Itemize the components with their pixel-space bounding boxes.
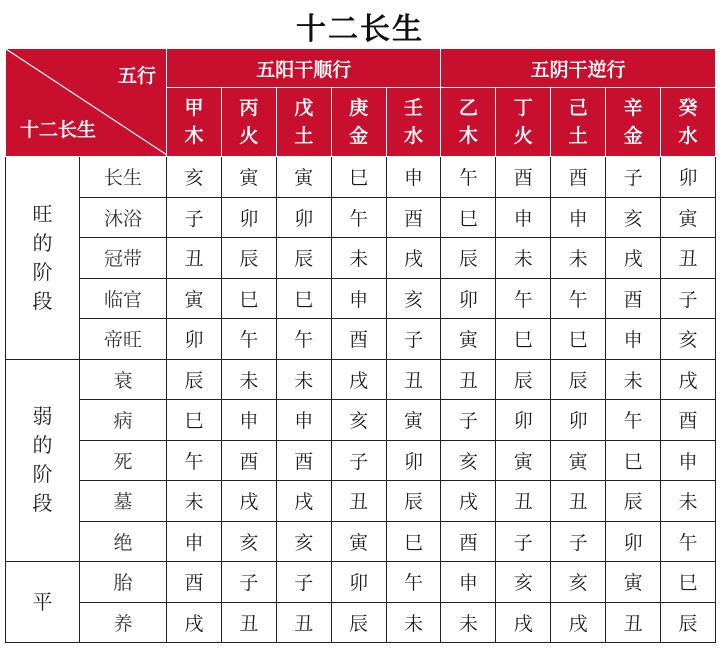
branch-cell: 申	[551, 197, 606, 238]
table-row	[6, 157, 716, 198]
stem-header	[276, 88, 331, 157]
table-row	[6, 440, 716, 481]
branch-cell: 未	[386, 602, 441, 643]
phase-char: 的	[32, 230, 53, 255]
stem-header	[441, 88, 496, 157]
stem-char: 壬	[404, 97, 424, 119]
branch-cell: 巳	[167, 400, 222, 441]
branch-cell: 戌	[551, 602, 606, 643]
phase-group-cell	[6, 562, 80, 643]
stage-label: 沐浴	[80, 197, 167, 238]
branch-cell: 辰	[386, 481, 441, 522]
stem-header	[221, 88, 276, 157]
branch-cell: 申	[276, 400, 331, 441]
branch-cell: 子	[167, 197, 222, 238]
stem-char: 庚	[349, 97, 369, 119]
branch-cell: 戌	[276, 481, 331, 522]
branch-cell: 亥	[331, 400, 386, 441]
branch-cell: 申	[661, 440, 716, 481]
branch-cell: 午	[386, 562, 441, 603]
branch-cell: 亥	[606, 197, 661, 238]
branch-cell: 卯	[167, 319, 222, 360]
branch-cell: 戌	[661, 359, 716, 400]
stage-label: 死	[80, 440, 167, 481]
branch-cell: 未	[441, 602, 496, 643]
branch-cell: 亥	[221, 521, 276, 562]
stage-label: 帝旺	[80, 319, 167, 360]
branch-cell: 戌	[496, 602, 551, 643]
branch-cell: 亥	[276, 521, 331, 562]
yin-stems-group-header: 五阴干逆行	[441, 49, 715, 88]
stage-label: 衰	[80, 359, 167, 400]
branch-cell: 寅	[167, 278, 222, 319]
stage-label: 胎	[80, 562, 167, 603]
stage-label: 冠带	[80, 238, 167, 279]
table-row	[6, 400, 716, 441]
branch-cell: 申	[441, 562, 496, 603]
table-row	[6, 481, 716, 522]
stem-char: 乙	[458, 97, 478, 119]
changsheng-label: 十二长生	[20, 119, 97, 141]
branch-cell: 未	[167, 481, 222, 522]
stem-header	[551, 88, 606, 157]
phase-char: 旺	[32, 201, 53, 226]
branch-cell: 午	[221, 319, 276, 360]
branch-cell: 酉	[496, 157, 551, 198]
branch-cell: 酉	[661, 400, 716, 441]
stem-char: 丙	[239, 97, 259, 119]
branch-cell: 丑	[496, 481, 551, 522]
branch-cell: 辰	[221, 238, 276, 279]
stage-label: 养	[80, 602, 167, 643]
element-char: 火	[513, 125, 533, 147]
phase-char: 段	[32, 288, 53, 313]
branch-cell: 辰	[167, 359, 222, 400]
branch-cell: 辰	[496, 359, 551, 400]
branch-cell: 午	[496, 278, 551, 319]
branch-cell: 寅	[276, 157, 331, 198]
branch-cell: 午	[167, 440, 222, 481]
branch-cell: 卯	[276, 197, 331, 238]
branch-cell: 辰	[551, 359, 606, 400]
branch-cell: 丑	[551, 481, 606, 522]
branch-cell: 巳	[221, 278, 276, 319]
branch-cell: 戌	[167, 602, 222, 643]
branch-cell: 申	[167, 521, 222, 562]
stem-header	[496, 88, 551, 157]
branch-cell: 酉	[441, 521, 496, 562]
branch-cell: 丑	[331, 481, 386, 522]
stem-char: 癸	[678, 97, 698, 119]
corner-header-cell	[6, 49, 167, 157]
branch-cell: 巳	[441, 197, 496, 238]
wuxing-label: 五行	[117, 65, 156, 87]
branch-cell: 辰	[606, 481, 661, 522]
branch-cell: 卯	[496, 400, 551, 441]
stem-char: 甲	[184, 97, 204, 119]
branch-cell: 未	[331, 238, 386, 279]
branch-cell: 子	[661, 278, 716, 319]
table-row	[6, 602, 716, 643]
branch-cell: 未	[496, 238, 551, 279]
branch-cell: 酉	[386, 197, 441, 238]
branch-cell: 丑	[661, 238, 716, 279]
stem-header	[386, 88, 441, 157]
branch-cell: 辰	[331, 602, 386, 643]
element-char: 水	[678, 125, 698, 147]
branch-cell: 午	[551, 278, 606, 319]
branch-cell: 申	[331, 278, 386, 319]
branch-cell: 丑	[386, 359, 441, 400]
branch-cell: 寅	[496, 440, 551, 481]
branch-cell: 亥	[496, 562, 551, 603]
element-char: 木	[458, 125, 478, 147]
branch-cell: 亥	[661, 319, 716, 360]
stage-label: 绝	[80, 521, 167, 562]
table-row	[6, 278, 716, 319]
branch-cell: 戌	[331, 359, 386, 400]
branch-cell: 未	[606, 359, 661, 400]
branch-cell: 子	[221, 562, 276, 603]
branch-cell: 酉	[167, 562, 222, 603]
branch-cell: 午	[331, 197, 386, 238]
branch-cell: 卯	[221, 197, 276, 238]
branch-cell: 丑	[441, 359, 496, 400]
branch-cell: 卯	[551, 400, 606, 441]
branch-cell: 辰	[276, 238, 331, 279]
branch-cell: 亥	[441, 440, 496, 481]
branch-cell: 申	[221, 400, 276, 441]
branch-cell: 寅	[551, 440, 606, 481]
branch-cell: 巳	[661, 562, 716, 603]
stem-header	[331, 88, 386, 157]
branch-cell: 子	[386, 319, 441, 360]
table-row	[6, 319, 716, 360]
branch-cell: 午	[606, 400, 661, 441]
phase-char: 平	[32, 589, 53, 614]
table-row	[6, 238, 716, 279]
branch-cell: 午	[441, 157, 496, 198]
table-row	[6, 521, 716, 562]
branch-cell: 子	[276, 562, 331, 603]
branch-cell: 亥	[167, 157, 222, 198]
table-row	[6, 359, 716, 400]
table-body	[6, 157, 716, 643]
branch-cell: 未	[221, 359, 276, 400]
branch-cell: 巳	[276, 278, 331, 319]
branch-cell: 戌	[386, 238, 441, 279]
phase-char: 阶	[32, 259, 53, 284]
stem-header	[167, 88, 222, 157]
branch-cell: 未	[661, 481, 716, 522]
branch-cell: 卯	[331, 562, 386, 603]
page-title: 十二长生	[296, 12, 424, 47]
branch-cell: 子	[331, 440, 386, 481]
branch-cell: 午	[661, 521, 716, 562]
branch-cell: 戌	[221, 481, 276, 522]
phase-group-cell	[6, 157, 80, 360]
branch-cell: 寅	[661, 197, 716, 238]
branch-cell: 子	[441, 400, 496, 441]
branch-cell: 酉	[221, 440, 276, 481]
branch-cell: 申	[496, 197, 551, 238]
stem-char: 己	[568, 97, 588, 119]
stem-char: 丁	[513, 97, 533, 119]
branch-cell: 辰	[661, 602, 716, 643]
branch-cell: 寅	[331, 521, 386, 562]
branch-cell: 卯	[386, 440, 441, 481]
branch-cell: 寅	[221, 157, 276, 198]
branch-cell: 辰	[441, 238, 496, 279]
branch-cell: 戌	[606, 238, 661, 279]
branch-cell: 酉	[551, 157, 606, 198]
branch-cell: 巳	[331, 157, 386, 198]
stage-label: 墓	[80, 481, 167, 522]
element-char: 木	[184, 125, 204, 147]
branch-cell: 子	[496, 521, 551, 562]
branch-cell: 巳	[496, 319, 551, 360]
element-char: 水	[404, 125, 424, 147]
branch-cell: 寅	[606, 562, 661, 603]
branch-cell: 丑	[167, 238, 222, 279]
element-char: 土	[294, 125, 314, 147]
branch-cell: 寅	[386, 400, 441, 441]
branch-cell: 戌	[441, 481, 496, 522]
stage-label: 临官	[80, 278, 167, 319]
branch-cell: 巳	[606, 440, 661, 481]
table-row	[6, 197, 716, 238]
branch-cell: 卯	[661, 157, 716, 198]
stem-char: 戊	[294, 97, 314, 119]
branch-cell: 未	[276, 359, 331, 400]
stage-label: 病	[80, 400, 167, 441]
phase-group-cell	[6, 359, 80, 562]
table-row	[6, 562, 716, 603]
branch-cell: 申	[386, 157, 441, 198]
phase-char: 阶	[32, 462, 53, 487]
stage-label: 长生	[80, 157, 167, 198]
changsheng-table	[5, 48, 716, 643]
phase-char: 段	[32, 491, 53, 516]
phase-char: 的	[32, 433, 53, 458]
branch-cell: 子	[606, 157, 661, 198]
stem-header	[606, 88, 661, 157]
branch-cell: 卯	[606, 521, 661, 562]
branch-cell: 卯	[441, 278, 496, 319]
branch-cell: 申	[606, 319, 661, 360]
branch-cell: 丑	[221, 602, 276, 643]
stem-header	[661, 88, 716, 157]
branch-cell: 寅	[441, 319, 496, 360]
branch-cell: 丑	[606, 602, 661, 643]
branch-cell: 巳	[386, 521, 441, 562]
branch-cell: 酉	[276, 440, 331, 481]
branch-cell: 子	[551, 521, 606, 562]
branch-cell: 丑	[276, 602, 331, 643]
yang-stems-group-header: 五阳干顺行	[167, 49, 441, 88]
branch-cell: 亥	[386, 278, 441, 319]
branch-cell: 亥	[551, 562, 606, 603]
branch-cell: 酉	[331, 319, 386, 360]
phase-char: 弱	[32, 404, 53, 429]
branch-cell: 酉	[606, 278, 661, 319]
stem-char: 辛	[623, 97, 643, 119]
element-char: 火	[239, 125, 259, 147]
branch-cell: 午	[276, 319, 331, 360]
element-char: 金	[623, 125, 643, 147]
branch-cell: 巳	[551, 319, 606, 360]
element-char: 土	[568, 125, 588, 147]
element-char: 金	[349, 125, 369, 147]
branch-cell: 未	[551, 238, 606, 279]
